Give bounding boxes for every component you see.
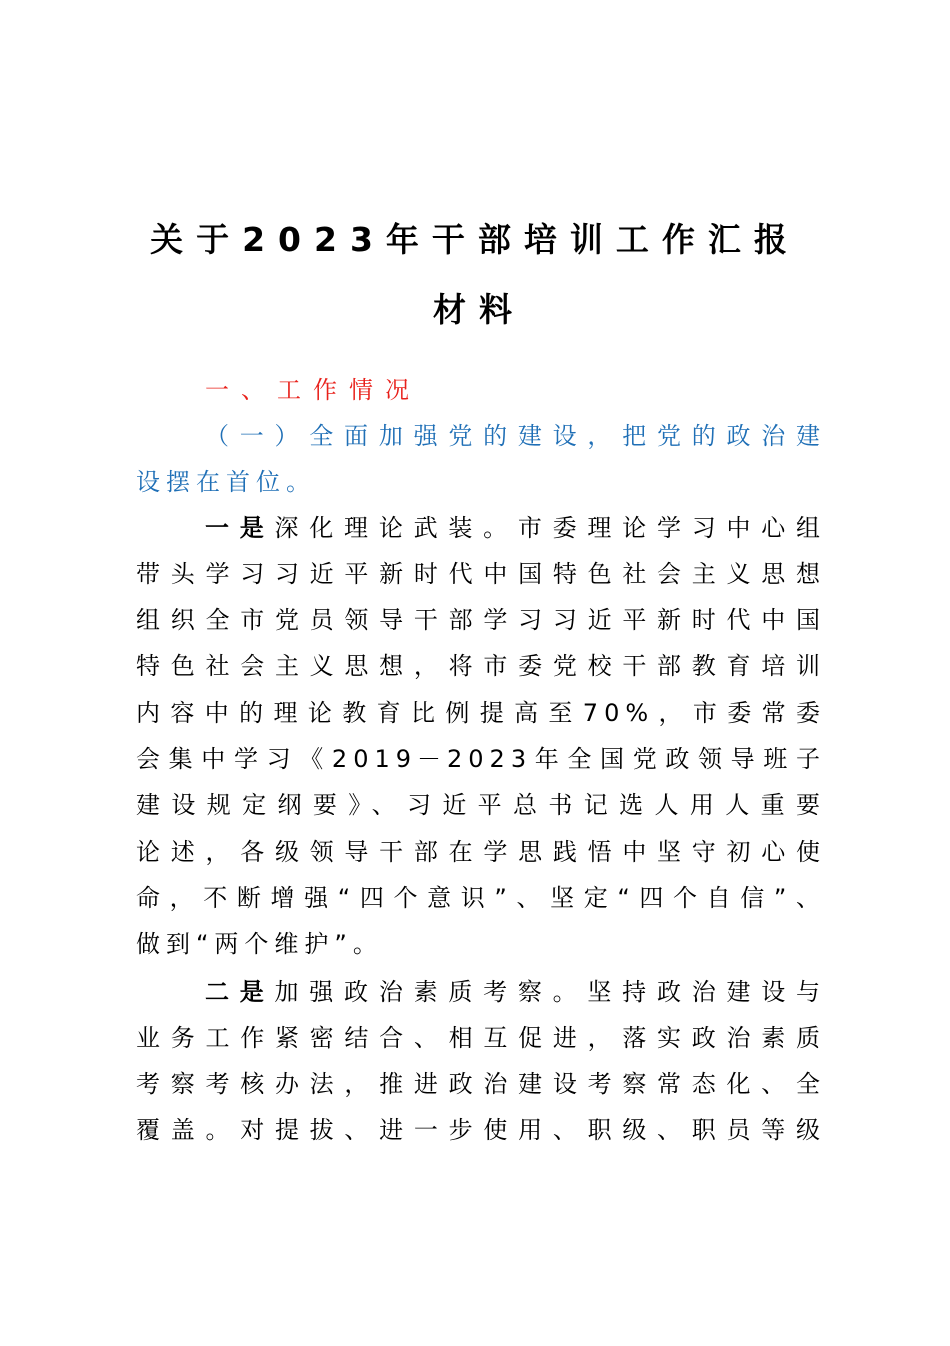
subsection-heading-line-2: 设摆在首位。 xyxy=(136,468,316,496)
subsection-heading-line-1: （一）全面加强党的建设，把党的政治建 xyxy=(205,422,826,450)
paragraph-1-line-6: 会集中学习《2019－2023年全国党政领导班子 xyxy=(136,745,826,773)
paragraph-1-line-7: 建设规定纲要》、习近平总书记选人用人重要 xyxy=(136,791,826,819)
paragraph-1-line-9: 命，不断增强“四个意识”、坚定“四个自信”、 xyxy=(136,884,826,912)
paragraph-1-line-10: 做到“两个维护”。 xyxy=(136,930,383,958)
paragraph-1-line-3: 组织全市党员领导干部学习习近平新时代中国 xyxy=(136,606,826,634)
paragraph-1-line-5: 内容中的理论教育比例提高至70%，市委常委 xyxy=(136,699,826,727)
paragraph-2-line-3: 考察考核办法，推进政治建设考察常态化、全 xyxy=(136,1070,826,1098)
paragraph-2-line-1 xyxy=(205,976,826,1008)
paragraph-2-lead: 二是 xyxy=(205,978,275,1006)
paragraph-1-line-4: 特色社会主义思想，将市委党校干部教育培训 xyxy=(136,652,826,680)
paragraph-1-line-8: 论述，各级领导干部在学思践悟中坚守初心使 xyxy=(136,838,826,866)
document-title-line-2: 材料 xyxy=(433,290,525,329)
paragraph-1-lead: 一是 xyxy=(205,514,275,542)
paragraph-1-line-2: 带头学习习近平新时代中国特色社会主义思想 xyxy=(136,560,826,588)
section-heading-work-status: 一、工作情况 xyxy=(205,376,421,404)
paragraph-2-line-1-text: 加强政治素质考察。坚持政治建设与 xyxy=(274,978,827,1006)
paragraph-1-line-1-text: 深化理论武装。市委理论学习中心组 xyxy=(274,514,827,542)
paragraph-1-line-1 xyxy=(205,512,826,544)
paragraph-2-line-2: 业务工作紧密结合、相互促进，落实政治素质 xyxy=(136,1024,826,1052)
paragraph-2-line-4: 覆盖。对提拔、进一步使用、职级、职员等级 xyxy=(136,1116,826,1144)
document-title-line-1: 关于2023年干部培训工作汇报 xyxy=(150,220,800,259)
